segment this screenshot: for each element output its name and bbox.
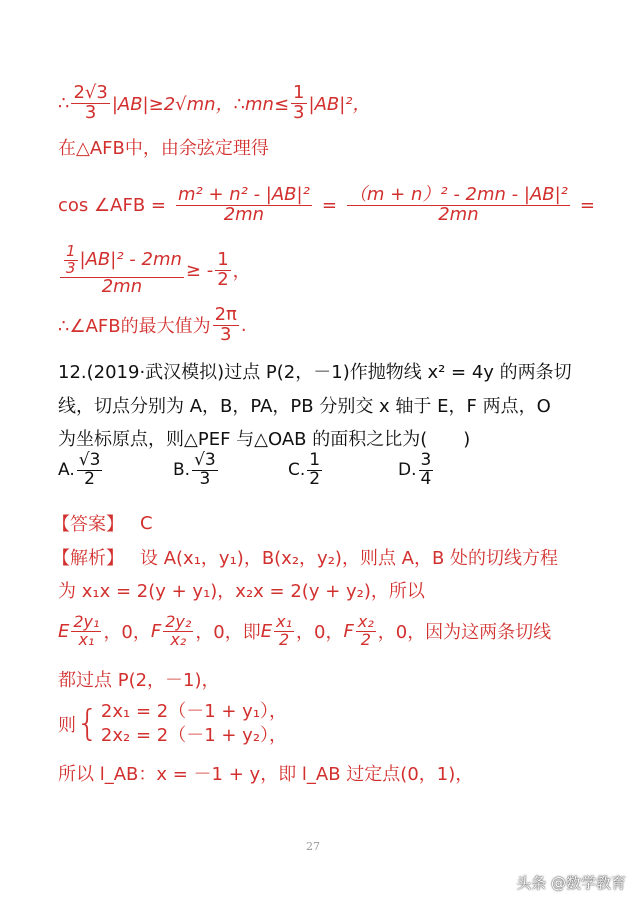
math-text: 2√3 — [73, 82, 108, 103]
math-text: A. — [58, 460, 75, 481]
fraction — [60, 244, 184, 296]
math-text: ，0 — [103, 622, 133, 644]
math-text: x₁ — [276, 612, 293, 631]
question-line-2: 线，切点分别为 A，B，PA，PB 分别交 x 轴于 E，F 两点，O — [58, 396, 551, 417]
math-text: 3 — [293, 101, 305, 123]
brace-icon: { — [76, 703, 99, 745]
math-text: 2mn — [223, 203, 265, 225]
math-text: 2 — [84, 468, 95, 489]
answer-value: C — [140, 512, 153, 534]
page-number: 27 — [306, 840, 320, 853]
math-text: x₁ — [78, 629, 95, 649]
math-text: m² + n² - |AB|² — [177, 184, 310, 205]
question-line-1: 12.(2019·武汉模拟)过点 P(2，－1)作抛物线 x² = 4y 的两条切 — [58, 362, 572, 383]
solution-line-1 — [58, 84, 371, 123]
fraction — [71, 84, 109, 123]
fraction — [347, 186, 570, 225]
therefore-symbol: ∴ — [58, 92, 70, 114]
math-text: 2y₁ — [73, 612, 100, 631]
math-text: C. — [288, 460, 306, 481]
math-text: E — [58, 620, 70, 642]
math-text: √3 — [78, 450, 101, 470]
text: . — [240, 314, 247, 336]
options — [58, 452, 435, 489]
math-text: ，因为这两条切线 — [407, 622, 552, 644]
math-text: 4 — [420, 468, 432, 489]
math-text: F — [150, 620, 162, 642]
math-text: 2y₂ — [165, 612, 192, 631]
analysis-line-3 — [58, 614, 551, 649]
analysis-line-6: 所以 l_AB：x = －1 + y，即 l_AB 过定点(0，1)， — [58, 764, 474, 785]
math-text: √3 — [194, 450, 216, 470]
math-text: ，0 — [296, 622, 326, 644]
answer-line — [52, 510, 153, 536]
math-text: ， — [132, 622, 151, 644]
watermark: 头条 @数学教育 — [516, 874, 626, 892]
math-text: x₂ — [357, 612, 374, 631]
math-text: F — [343, 620, 354, 642]
answer-label: 【答案】 — [52, 514, 124, 535]
option-b — [173, 452, 288, 489]
math-text: 3 — [420, 450, 432, 470]
text: = — [579, 194, 595, 216]
analysis-line-4: 都过点 P(2，－1)， — [58, 670, 220, 691]
analysis-line-1 — [52, 544, 558, 570]
math-text: 1 — [66, 242, 76, 260]
solution-line-4 — [58, 244, 251, 296]
text: |AB|²， — [308, 94, 371, 116]
inequality-text: |AB|≥2√mn，∴mn≤ — [111, 94, 290, 116]
math-text: ，即 — [224, 622, 261, 644]
cosine-formula-line — [58, 186, 595, 225]
math-text: E — [260, 620, 273, 642]
fraction — [176, 186, 312, 225]
math-text: B. — [173, 460, 191, 481]
math-text: ，0 — [195, 622, 225, 644]
math-text: 2 — [360, 629, 371, 649]
math-text: 1 — [309, 450, 321, 470]
math-text: 2π — [214, 304, 237, 325]
text: = — [321, 194, 337, 216]
math-text: |AB|² - 2mn — [79, 248, 182, 270]
solution-line-5 — [58, 306, 247, 345]
math-text: D. — [398, 460, 417, 481]
equation-2: 2x₂ = 2（－1 + y₂）， — [100, 725, 288, 747]
option-d — [398, 452, 435, 489]
option-a — [58, 452, 173, 489]
solution-line-2: 在△AFB中，由余弦定理得 — [58, 138, 269, 159]
analysis-label: 【解析】 — [52, 548, 124, 569]
math-text: 1 — [217, 248, 229, 270]
math-text: 3 — [66, 258, 76, 277]
math-text: x₂ — [170, 629, 187, 649]
math-text: 2 — [217, 268, 229, 290]
math-text: 2 — [309, 468, 321, 489]
option-c — [288, 452, 398, 489]
text: ≥ - — [185, 259, 214, 281]
fraction — [291, 84, 306, 123]
text: 设 A(x₁，y₁)，B(x₂，y₂)，则点 A，B 处的切线方程 — [140, 548, 559, 569]
math-text: 2mn — [101, 275, 143, 297]
text: 则 — [58, 715, 76, 737]
question-line-3: 为坐标原点，则△PEF 与△OAB 的面积之比为( ) — [58, 429, 471, 450]
math-text: 2 — [278, 629, 290, 649]
math-text: （m + n）² - 2mn - |AB|² — [348, 184, 568, 205]
math-text: ， — [325, 622, 344, 644]
math-text: 3 — [84, 101, 97, 123]
analysis-line-2: 为 x₁x = 2(y + y₁)，x₂x = 2(y + y₂)，所以 — [58, 581, 425, 602]
math-text: ，0 — [377, 622, 408, 644]
equation-1: 2x₁ = 2（－1 + y₁）， — [100, 701, 288, 722]
equation-system — [58, 700, 287, 749]
math-text: 3 — [220, 323, 232, 345]
text: cos ∠AFB = — [58, 194, 166, 216]
fraction — [213, 306, 239, 345]
fraction — [215, 248, 230, 290]
math-text: 3 — [199, 468, 211, 489]
text: ∴∠AFB的最大值为 — [58, 316, 211, 338]
math-text: 2mn — [438, 203, 479, 225]
math-text: 1 — [293, 82, 305, 103]
text: ， — [232, 261, 251, 283]
